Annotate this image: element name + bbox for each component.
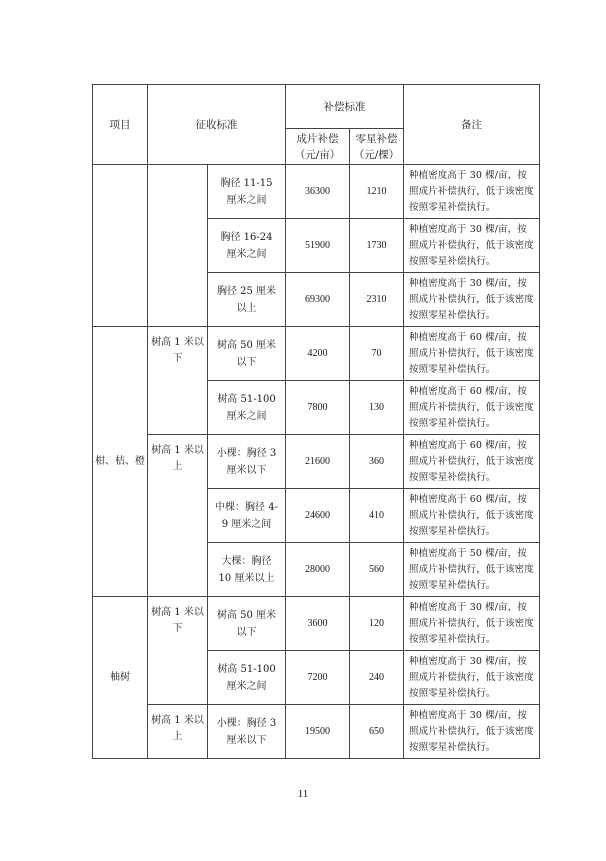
standard-cell: 树高 51-100 厘米之间 [208,651,286,705]
standard-cell: 树高 51-100 厘米之间 [208,381,286,435]
standard-cell: 胸径 16-24 厘米之间 [208,219,286,273]
item-cell: 柑、桔、橙 [93,327,148,597]
standard-cell: 中棵：胸径 4-9 厘米之间 [208,489,286,543]
remark-cell: 种植密度高于 30 棵/亩，按照成片补偿执行，低于该密度按照零星补偿执行。 [404,705,540,759]
single-value-cell: 70 [350,327,404,381]
header-remarks: 备注 [404,85,540,165]
bulk-value-cell: 69300 [286,273,350,327]
header-single-unit: （元/棵） [353,148,400,161]
table-row [93,327,540,381]
remark-cell: 种植密度高于 30 棵/亩，按照成片补偿执行，低于该密度按照零星补偿执行。 [404,651,540,705]
subgroup-cell: 树高 1 米以下 [148,597,208,705]
item-cell: 柚树 [93,597,148,759]
bulk-value-cell: 21600 [286,435,350,489]
standard-cell: 树高 50 厘米以下 [208,597,286,651]
single-value-cell: 2310 [350,273,404,327]
header-item: 项目 [93,85,148,165]
standard-cell: 树高 50 厘米以下 [208,327,286,381]
header-bulk-label: 成片补偿 [296,132,339,145]
single-value-cell: 410 [350,489,404,543]
bulk-value-cell: 19500 [286,705,350,759]
subgroup-cell: 树高 1 米以上 [148,705,208,759]
table-row [93,435,540,489]
bulk-value-cell: 7200 [286,651,350,705]
bulk-value-cell: 36300 [286,165,350,219]
item-cell [93,165,148,327]
remark-cell: 种植密度高于 60 棵/亩，按照成片补偿执行，低于该密度按照零星补偿执行。 [404,489,540,543]
table-row [93,597,540,651]
subgroup-cell: 树高 1 米以上 [148,435,208,597]
compensation-table [92,84,540,759]
single-value-cell: 120 [350,597,404,651]
header-single [350,129,404,165]
remark-cell: 种植密度高于 30 棵/亩，按照成片补偿执行，低于该密度按照零星补偿执行。 [404,273,540,327]
bulk-value-cell: 51900 [286,219,350,273]
remark-cell: 种植密度高于 60 棵/亩，按照成片补偿执行，低于该密度按照零星补偿执行。 [404,327,540,381]
bulk-value-cell: 24600 [286,489,350,543]
remark-cell: 种植密度高于 50 棵/亩，按照成片补偿执行，低于该密度按照零星补偿执行。 [404,543,540,597]
single-value-cell: 1730 [350,219,404,273]
single-value-cell: 240 [350,651,404,705]
remark-cell: 种植密度高于 60 棵/亩，按照成片补偿执行，低于该密度按照零星补偿执行。 [404,435,540,489]
standard-cell: 大棵：胸径 10 厘米以上 [208,543,286,597]
single-value-cell: 130 [350,381,404,435]
header-bulk-unit: （元/亩） [294,148,341,161]
standard-cell: 胸径 25 厘米以上 [208,273,286,327]
subgroup-cell: 树高 1 米以下 [148,327,208,435]
standard-cell: 小棵：胸径 3 厘米以下 [208,705,286,759]
page-number: 11 [297,788,309,800]
single-value-cell: 560 [350,543,404,597]
header-bulk [286,129,350,165]
header-compensation-standard: 补偿标准 [286,85,404,129]
header-levy-standard: 征收标准 [148,85,286,165]
subgroup-cell [148,165,208,327]
remark-cell: 种植密度高于 60 棵/亩，按照成片补偿执行，低于该密度按照零星补偿执行。 [404,381,540,435]
single-value-cell: 360 [350,435,404,489]
remark-cell: 种植密度高于 30 棵/亩，按照成片补偿执行，低于该密度按照零星补偿执行。 [404,597,540,651]
bulk-value-cell: 3600 [286,597,350,651]
remark-cell: 种植密度高于 30 棵/亩，按照成片补偿执行，低于该密度按照零星补偿执行。 [404,165,540,219]
standard-cell: 小棵：胸径 3 厘米以下 [208,435,286,489]
table-row [93,165,540,219]
bulk-value-cell: 4200 [286,327,350,381]
table-row [93,705,540,759]
single-value-cell: 650 [350,705,404,759]
single-value-cell: 1210 [350,165,404,219]
bulk-value-cell: 28000 [286,543,350,597]
remark-cell: 种植密度高于 30 棵/亩，按照成片补偿执行，低于该密度按照零星补偿执行。 [404,219,540,273]
header-single-label: 零星补偿 [355,132,398,145]
standard-cell: 胸径 11-15 厘米之间 [208,165,286,219]
bulk-value-cell: 7800 [286,381,350,435]
